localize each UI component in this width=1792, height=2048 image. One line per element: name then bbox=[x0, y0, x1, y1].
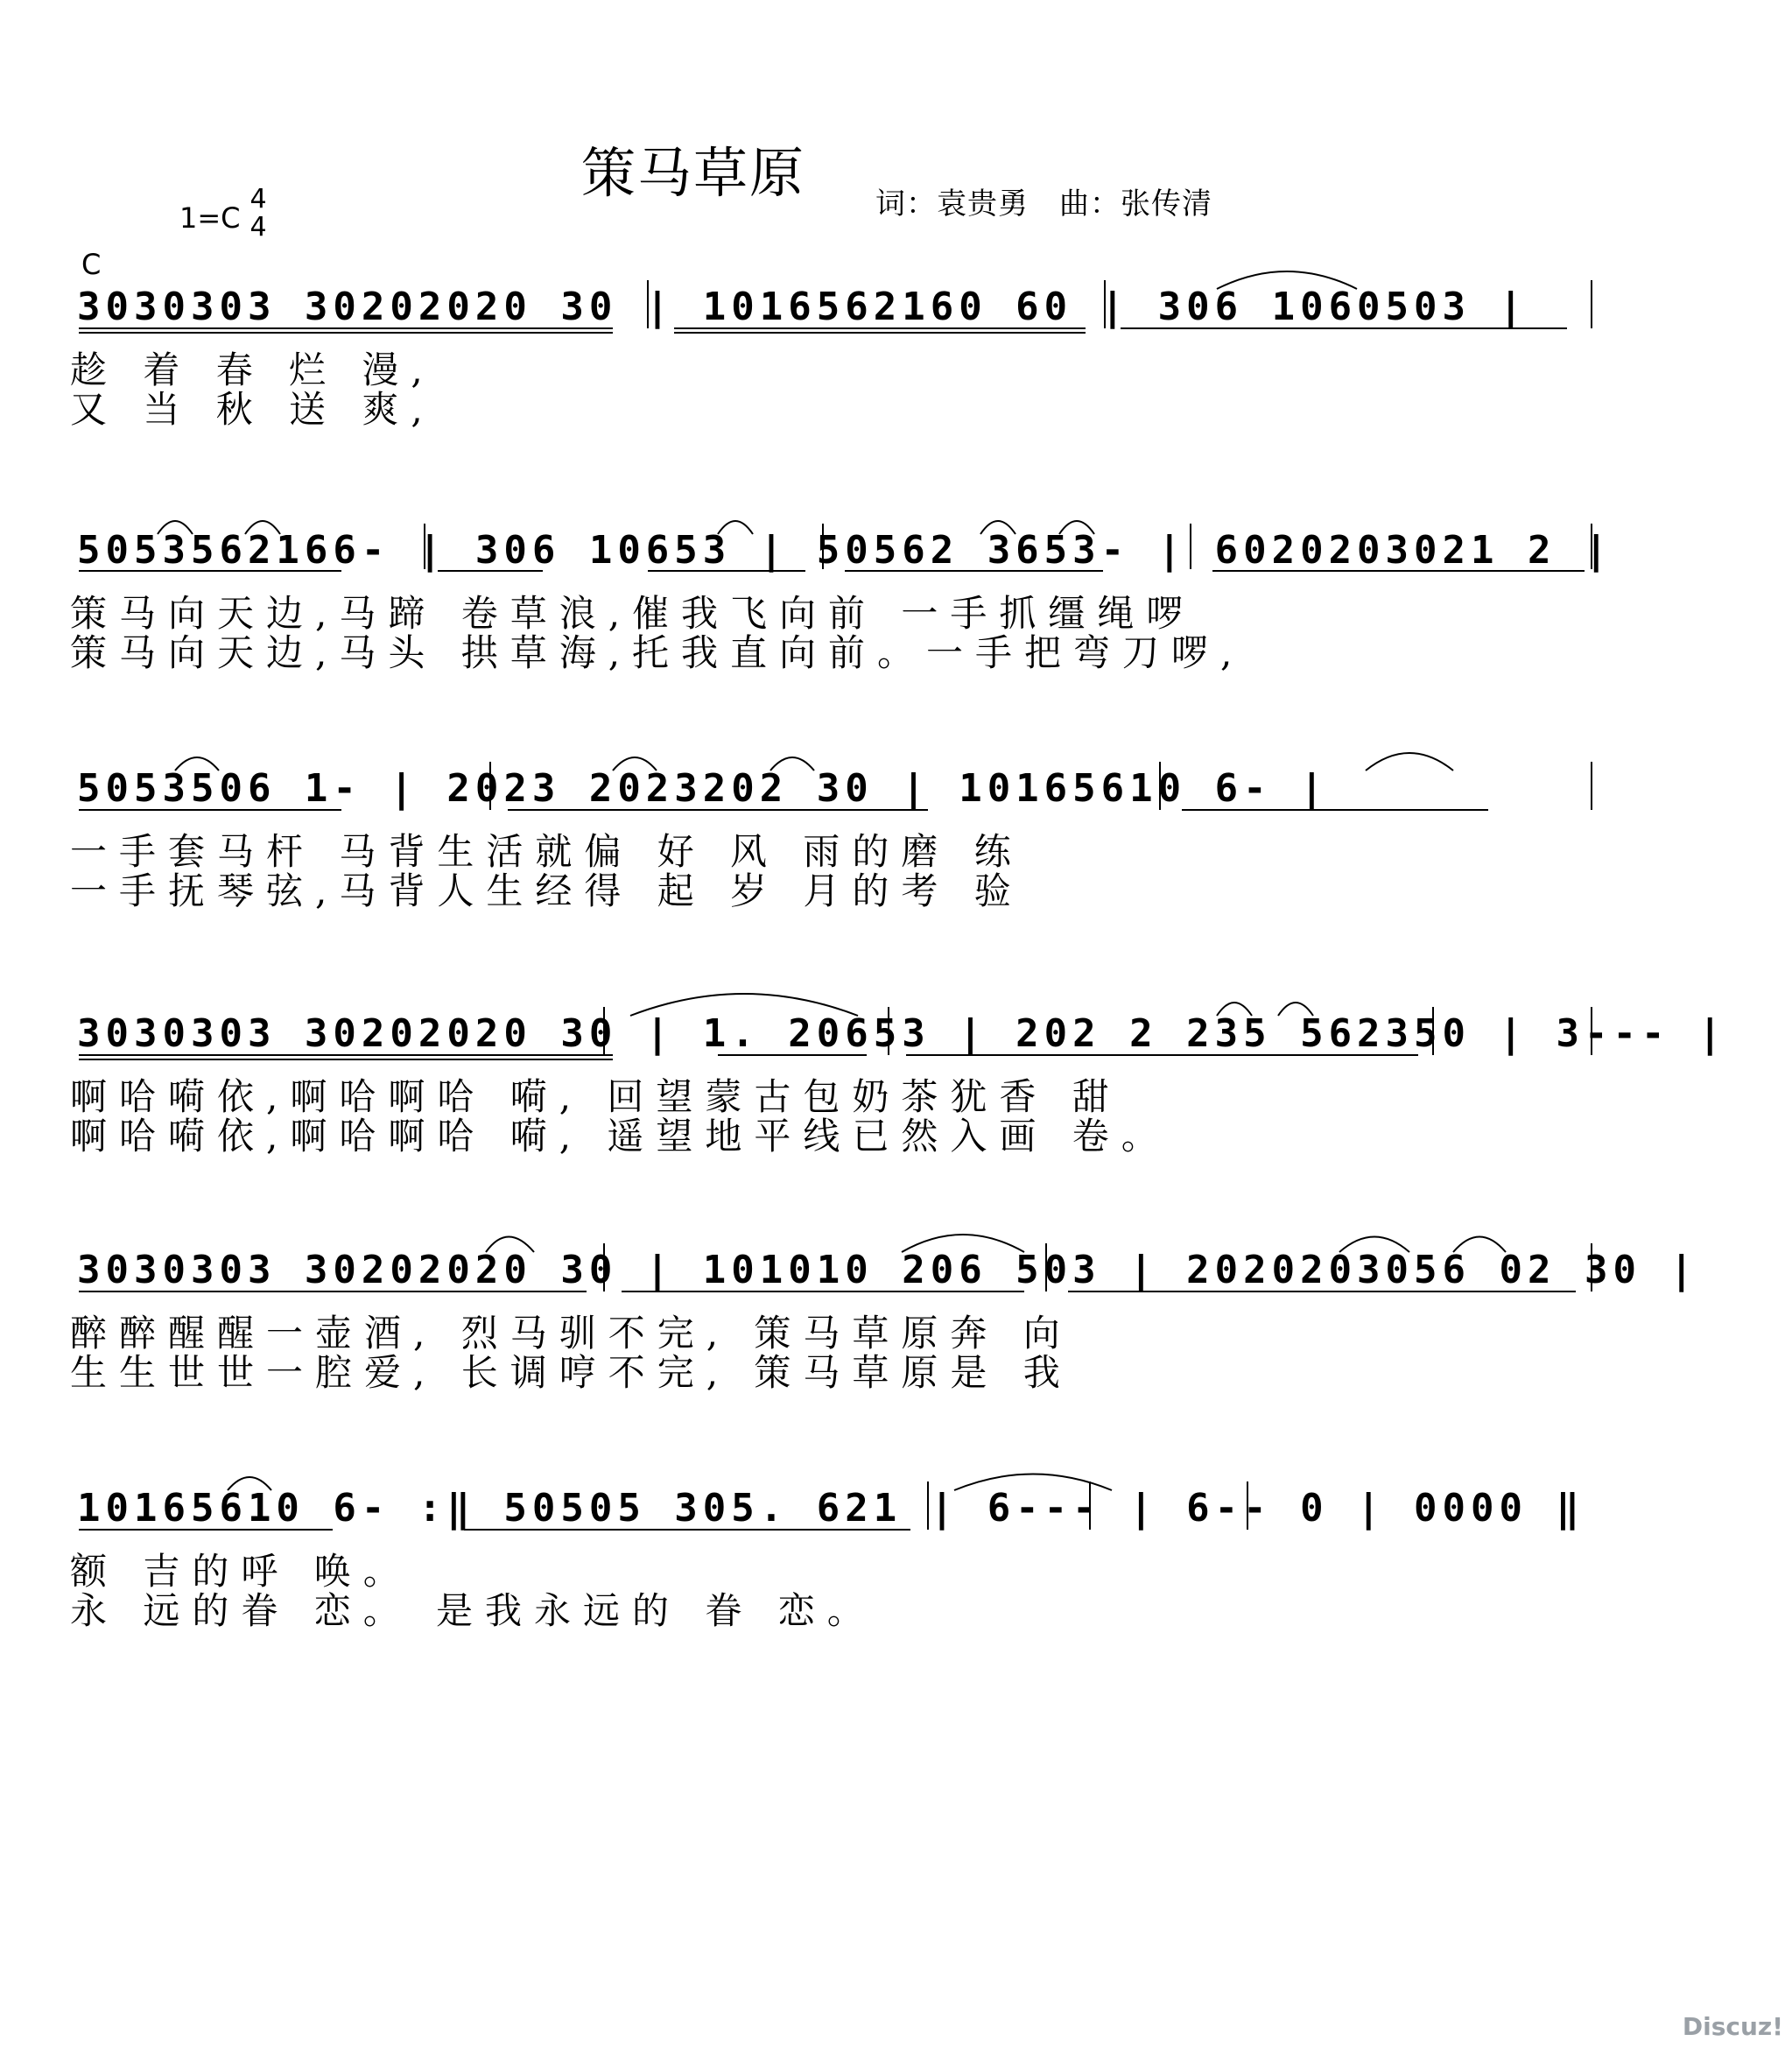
chord-symbol: C bbox=[81, 248, 102, 281]
lyric-verse-2: 生生世世一腔爱, 长调哼不完, 策马草原是 我 bbox=[70, 1351, 1072, 1394]
watermark: Discuz! bbox=[1682, 2012, 1783, 2041]
lyric-verse-1: 一手套马杆 马背生活就偏 好 风 雨的磨 练 bbox=[70, 830, 1023, 873]
time-signature bbox=[245, 186, 271, 242]
lyric-verse-1: 额 吉的呼 唤。 bbox=[70, 1550, 412, 1593]
lyric-verse-2: 又 当 秋 送 爽, bbox=[70, 388, 435, 431]
notation-line: 3030303 30202020 30 | 101010 206 503 | 2020203056 02 30 | bbox=[77, 1248, 1698, 1292]
lyric-verse-2: 一手抚琴弦,马背人生经得 起 岁 月的考 验 bbox=[70, 869, 1023, 912]
notation-line: 3030303 30202020 30 | 1. 20653 | 202 2 235 562350 | 3--- | bbox=[77, 1011, 1727, 1056]
lyric-verse-1: 策马向天边,马蹄 卷草浪,催我飞向前 一手抓缰绳啰 bbox=[70, 592, 1196, 635]
notation-line: 10165610 6- :‖ 50505 305. 621 | 6--- | 6-- 0 | 0000 ‖ bbox=[77, 1486, 1585, 1531]
lyric-verse-1: 趁 着 春 烂 漫, bbox=[70, 348, 435, 391]
time-signature-bottom: 4 bbox=[249, 212, 267, 243]
song-title: 策马草原 bbox=[581, 141, 806, 205]
lyric-verse-1: 啊哈嗬依,啊哈啊哈 嗬, 回望蒙古包奶茶犹香 甜 bbox=[70, 1075, 1121, 1118]
lyric-verse-2: 啊哈嗬依,啊哈啊哈 嗬, 遥望地平线已然入画 卷。 bbox=[70, 1115, 1170, 1158]
notation-line: 5053562166- | 306 10653 | 50562 3653- | 6020203021 2 | bbox=[77, 528, 1613, 573]
time-signature-top: 4 bbox=[249, 184, 267, 215]
notation-line: 3030303 30202020 30 | 1016562160 60 | 306 1060503 | bbox=[77, 285, 1528, 329]
lyric-verse-2: 永 远的眷 恋。 是我永远的 眷 恋。 bbox=[70, 1589, 876, 1632]
lyric-verse-1: 醉醉醒醒一壶酒, 烈马驯不完, 策马草原奔 向 bbox=[70, 1312, 1072, 1355]
key-signature: 1=C bbox=[179, 201, 241, 235]
song-credits: 词：袁贵勇 曲：张传清 bbox=[875, 187, 1212, 222]
lyric-verse-2: 策马向天边,马头 拱草海,托我直向前。一手把弯刀啰, bbox=[70, 631, 1245, 674]
notation-line: 5053506 1- | 2023 2023202 30 | 10165610 6- | bbox=[77, 766, 1329, 811]
